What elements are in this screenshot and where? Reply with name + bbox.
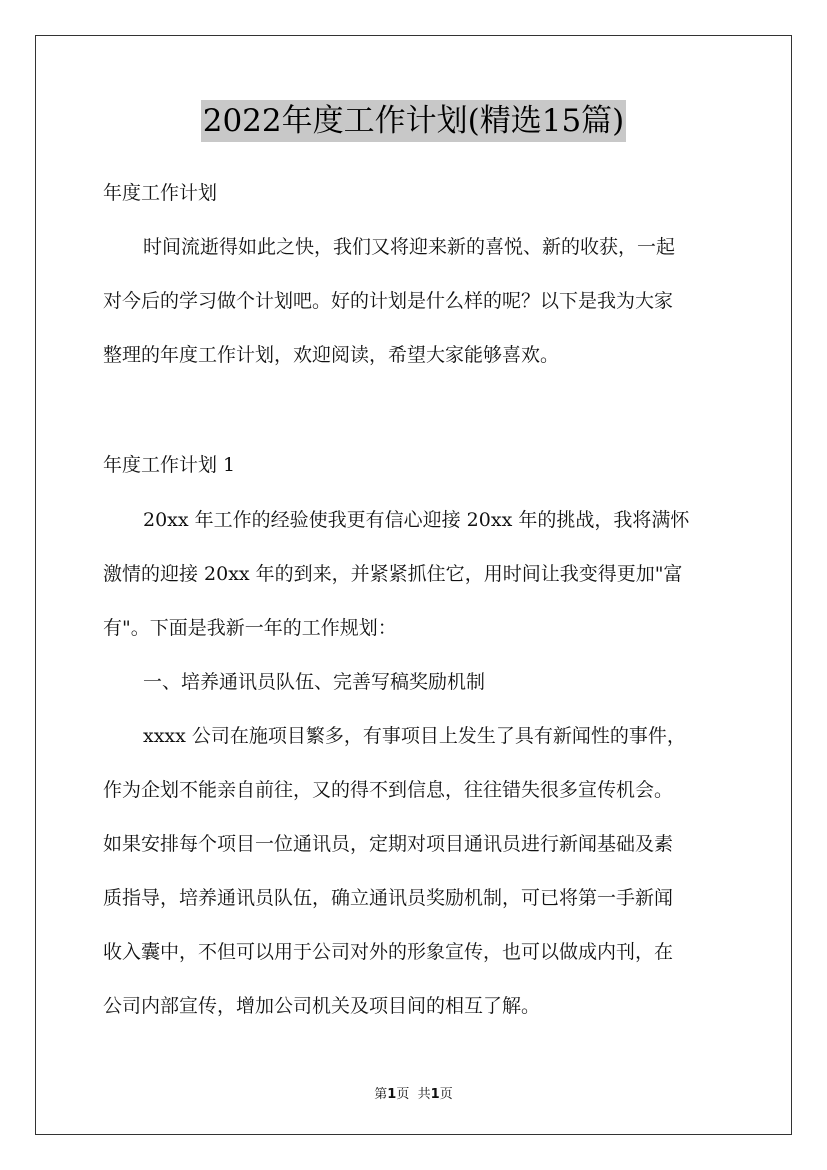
section-heading-1: 年度工作计划 1	[103, 454, 236, 476]
page-prefix: 第	[374, 1087, 388, 1102]
subheading: 一、培养通讯员队伍、完善写稿奖励机制	[143, 671, 486, 693]
document-title: 2022年度工作计划(精选15篇)	[201, 100, 627, 142]
page-footer	[0, 1083, 827, 1102]
page-number: 1	[387, 1087, 397, 1102]
paragraph-2-line-6: 公司内部宣传，增加公司机关及项目间的相互了解。	[103, 995, 541, 1017]
intro-line-1: 时间流逝得如此之快，我们又将迎来新的喜悦、新的收获，一起	[143, 236, 676, 258]
total-prefix: 共	[417, 1087, 431, 1102]
title-container	[0, 100, 827, 142]
paragraph-2-line-4: 质指导，培养通讯员队伍，确立通讯员奖励机制，可已将第一手新闻	[103, 887, 674, 909]
paragraph-2-line-5: 收入囊中，不但可以用于公司对外的形象宣传，也可以做成内刊，在	[103, 941, 674, 963]
page-suffix: 页	[396, 1087, 410, 1102]
intro-line-3: 整理的年度工作计划，欢迎阅读，希望大家能够喜欢。	[103, 344, 560, 366]
paragraph-1-line-1: 20xx 年工作的经验使我更有信心迎接 20xx 年的挑战，我将满怀	[143, 509, 690, 531]
paragraph-2-line-2: 作为企划不能亲自前往，又的得不到信息，往往错失很多宣传机会。	[103, 779, 674, 801]
total-pages: 1	[430, 1087, 440, 1102]
intro-line-2: 对今后的学习做个计划吧。好的计划是什么样的呢？以下是我为大家	[103, 290, 674, 312]
paragraph-1-line-2: 激情的迎接 20xx 年的到来，并紧紧抓住它，用时间让我变得更加"富	[103, 563, 683, 585]
paragraph-2-line-1: xxxx 公司在施项目繁多，有事项目上发生了具有新闻性的事件，	[143, 725, 686, 747]
paragraph-2-line-3: 如果安排每个项目一位通讯员，定期对项目通讯员进行新闻基础及素	[103, 833, 674, 855]
total-suffix: 页	[439, 1087, 453, 1102]
section-heading: 年度工作计划	[103, 182, 218, 204]
paragraph-1-line-3: 有"。下面是我新一年的工作规划：	[103, 617, 397, 639]
